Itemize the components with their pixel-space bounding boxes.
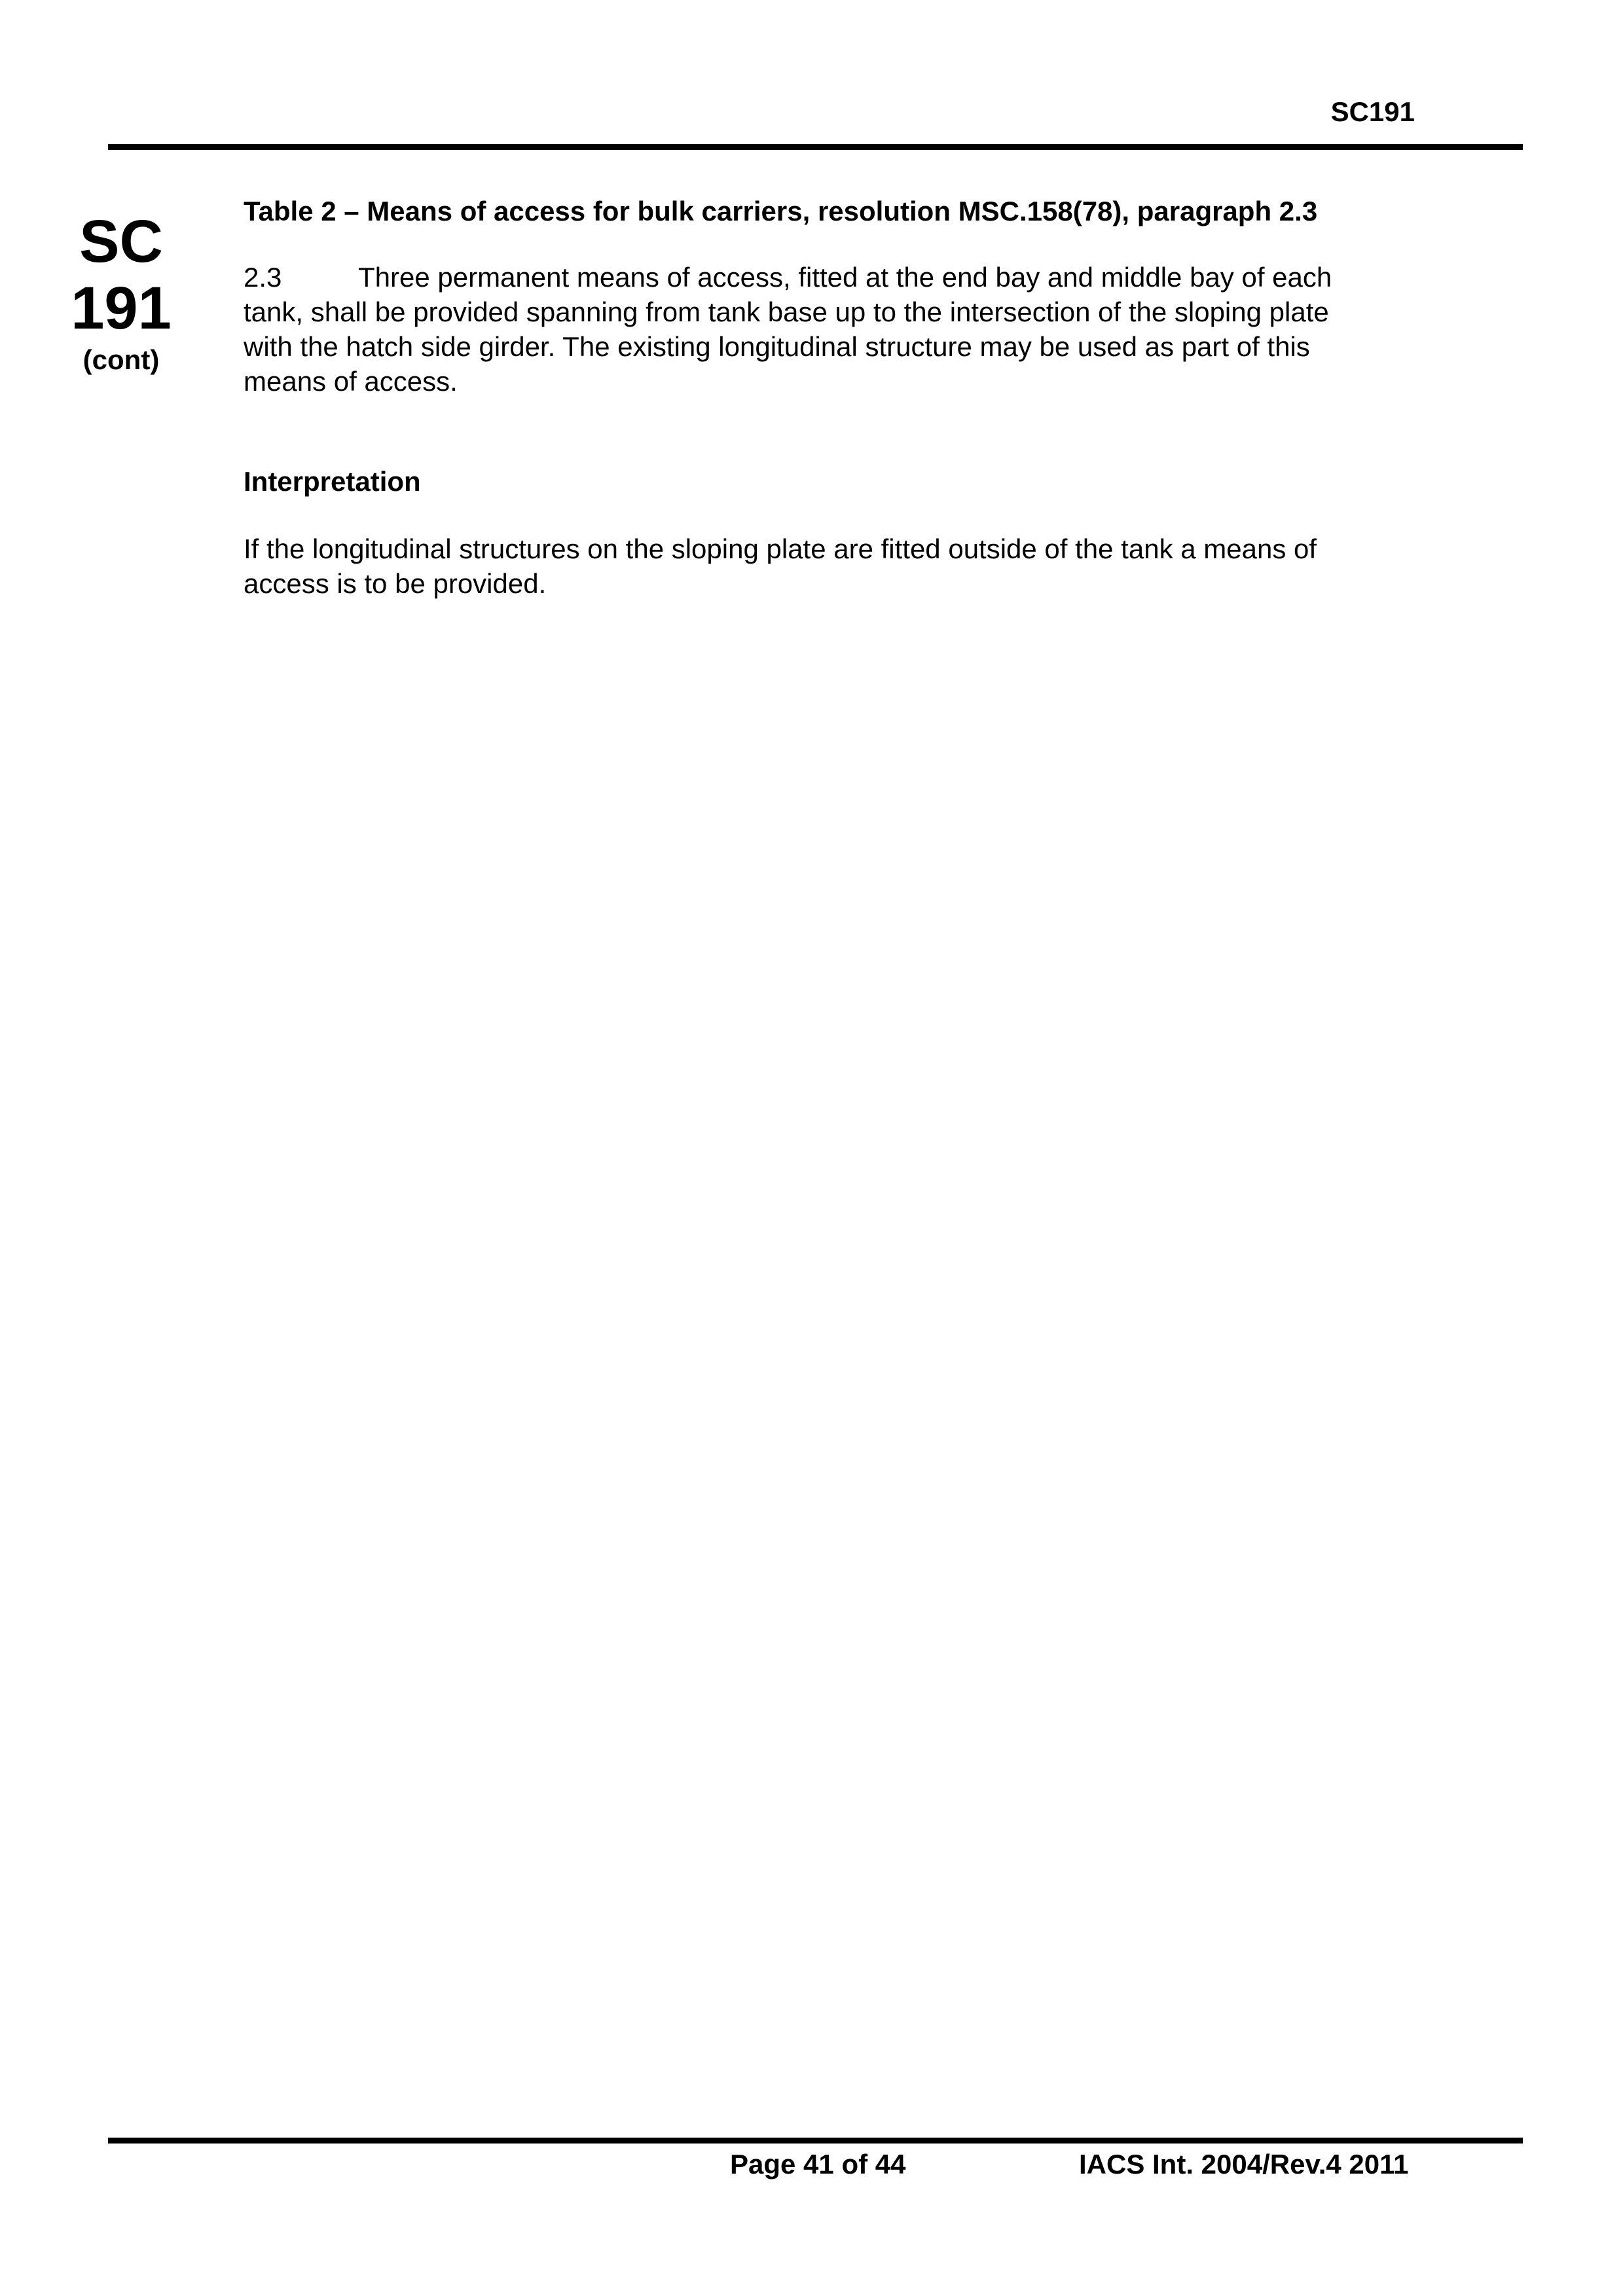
interpretation-text [244,531,1507,601]
paragraph-line: means of access. [244,366,458,397]
page-number: Page 41 of 44 [730,2149,906,2179]
margin-tag-cont: (cont) [82,344,160,375]
paragraph-2-3 [244,260,1507,399]
margin-tag-sc: SC [79,208,163,275]
paragraph-number: 2.3 [244,262,282,293]
header-rule [108,144,1523,150]
paragraph-line: tank, shall be provided spanning from tank base up to the intersection of the sloping plate [244,296,1329,327]
margin-tag-number: 191 [71,275,172,342]
document-code: SC191 [1330,96,1415,127]
interpretation-line: If the longitudinal structures on the sloping plate are fitted outside of the tank a means of [244,533,1317,564]
table-title: Table 2 – Means of access for bulk carriers, resolution MSC.158(78), paragraph 2.3 [244,196,1318,226]
interpretation-heading: Interpretation [244,466,421,497]
paragraph-line: with the hatch side girder. The existing longitudinal structure may be used as part of this [244,331,1310,362]
interpretation-line: access is to be provided. [244,568,547,599]
margin-tag [65,208,177,378]
paragraph-line: Three permanent means of access, fitted at the end bay and middle bay of each [358,262,1332,293]
document-body [244,194,1507,601]
document-reference: IACS Int. 2004/Rev.4 2011 [1079,2149,1409,2179]
